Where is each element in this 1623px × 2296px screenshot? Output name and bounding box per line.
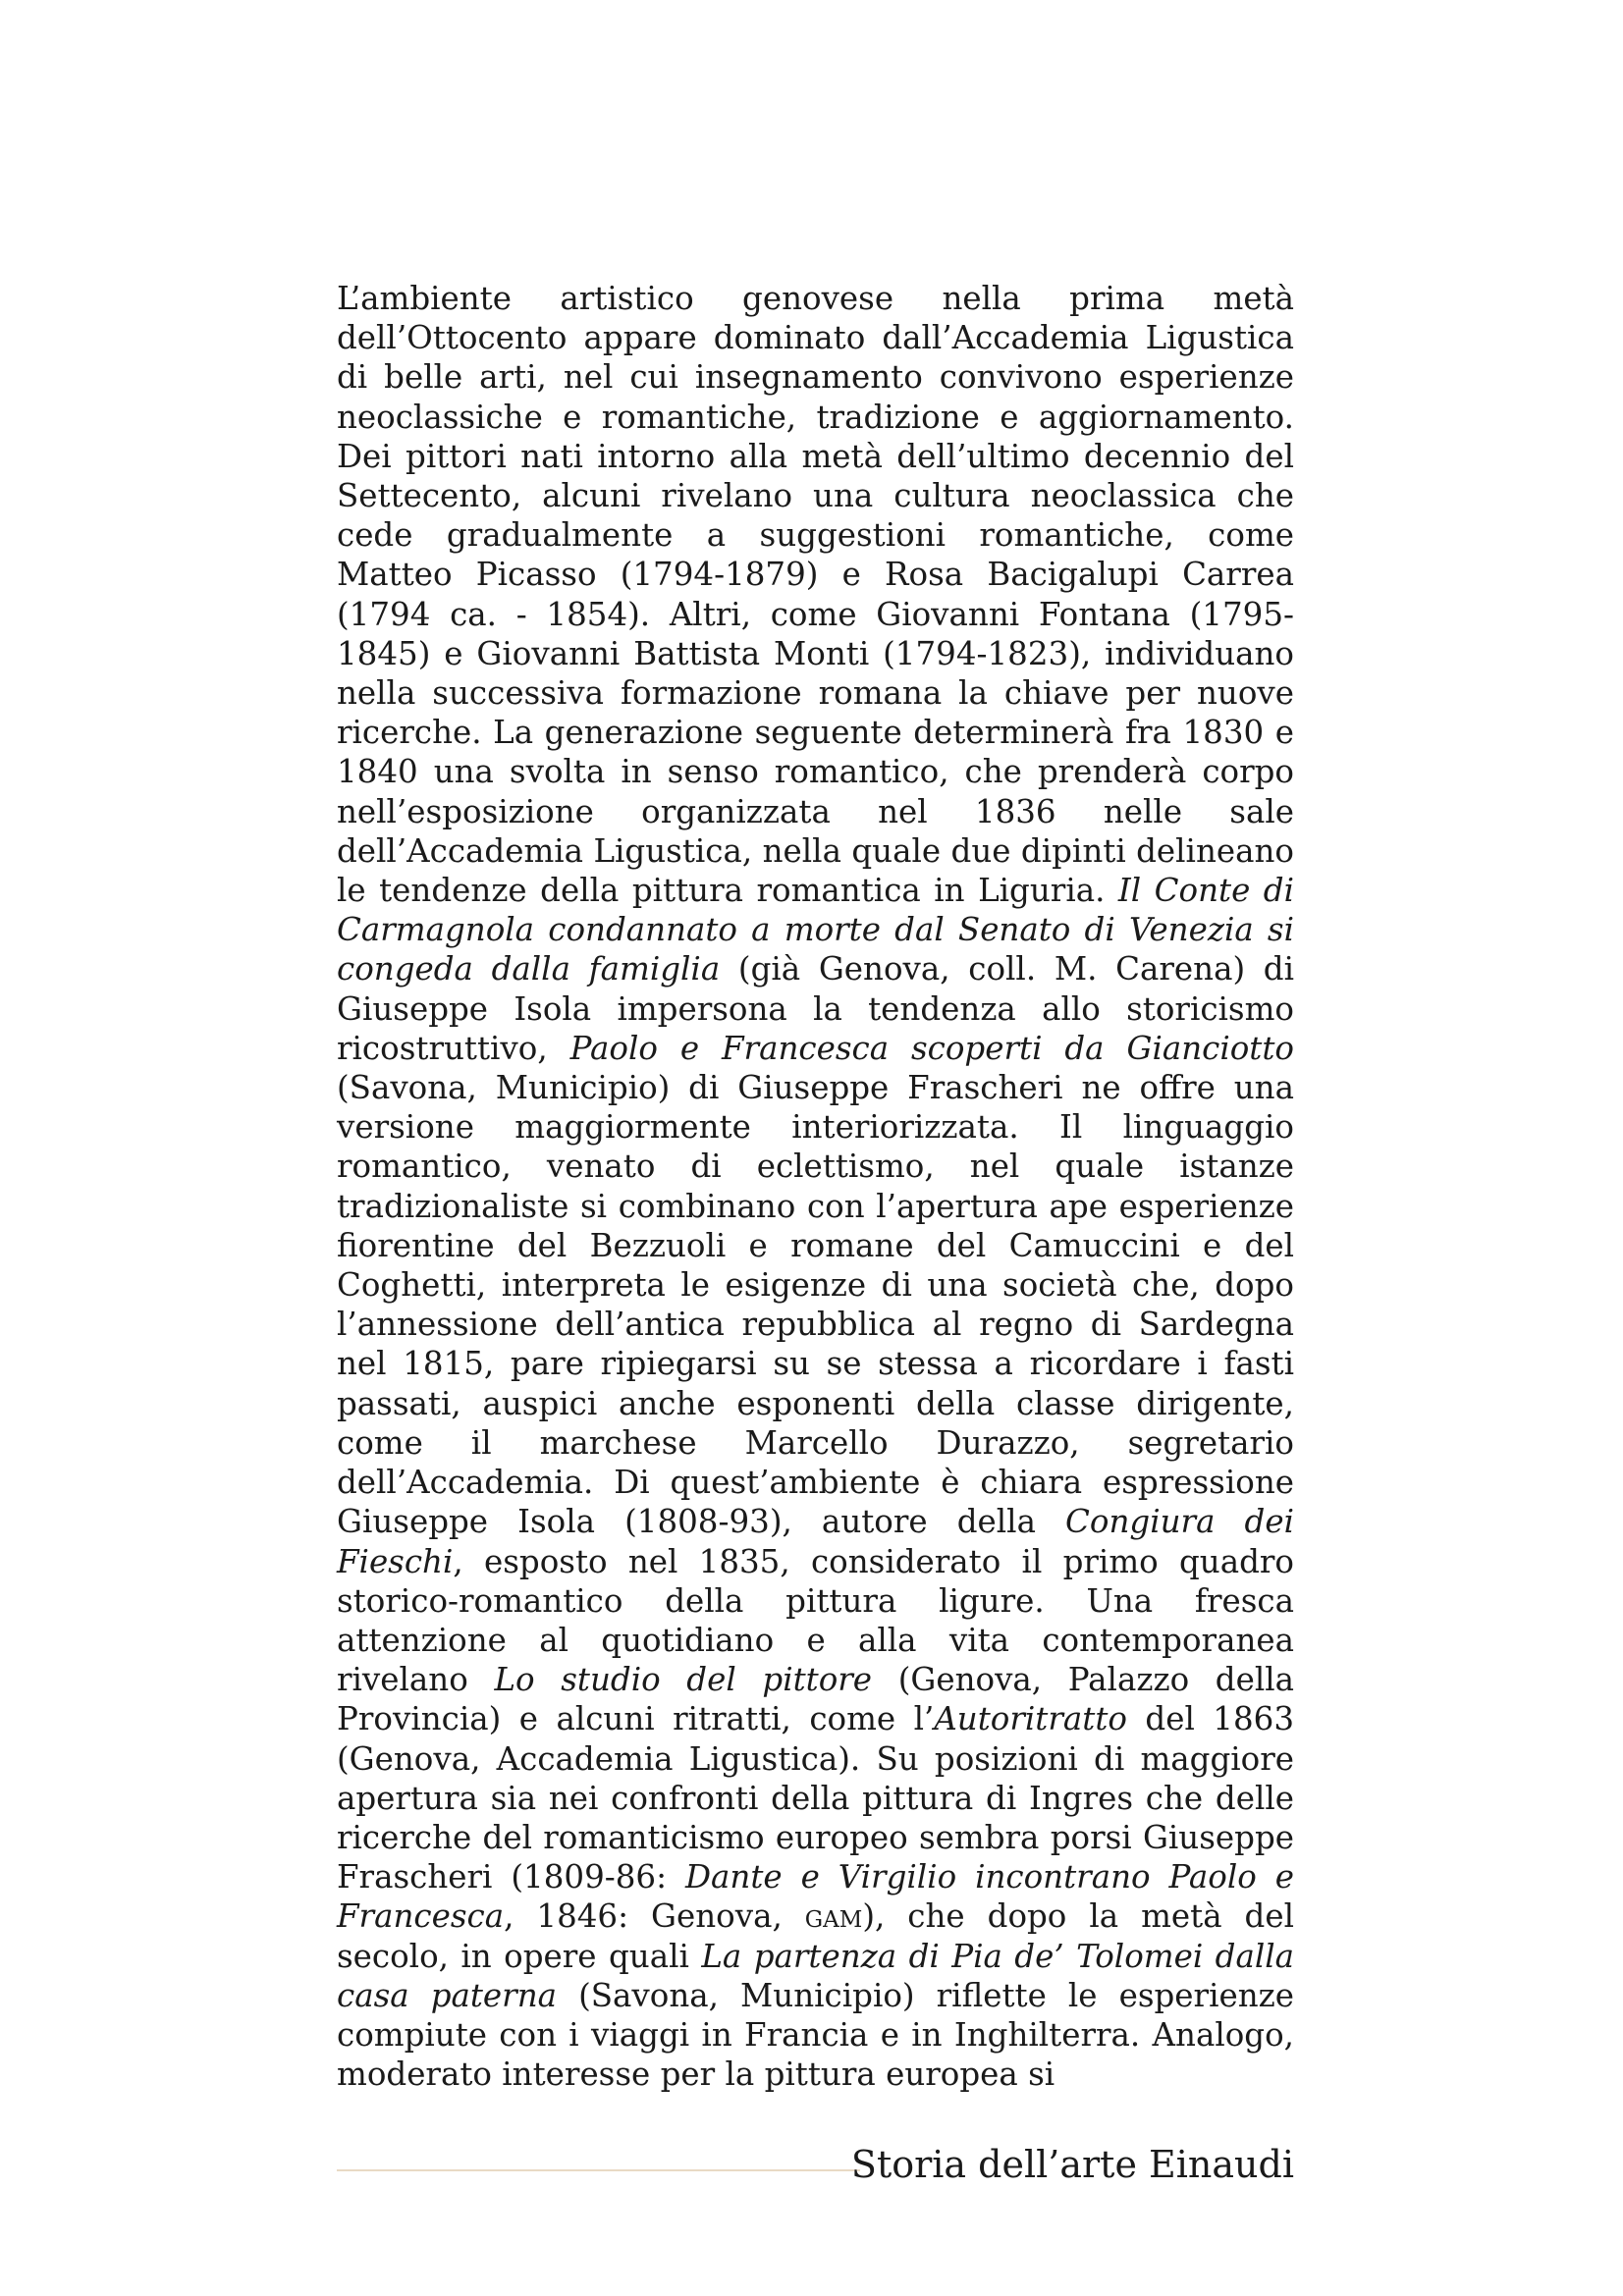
- artwork-title: Il Conte di Carmagnola condannato a morte dal Senato di Venezia si congeda dalla famiglia: [337, 872, 1294, 988]
- footer-publication-title: Storia dell’arte Einaudi: [850, 2143, 1294, 2186]
- body-paragraph: [337, 279, 1294, 2094]
- artwork-title: Lo studio del pittore: [494, 1661, 873, 1699]
- text-run: (Genova, Palazzo della Provincia) e alcuni ritratti, come l’: [337, 1661, 1294, 1738]
- text-run: del 1863 (Genova, Accademia Ligustica). Su posizioni di maggiore apertura sia nei confronti della pittura di Ingres che delle ricerche del romanticismo europeo sembra porsi Giuseppe Frascheri (1809-86:: [337, 1700, 1294, 1896]
- footer-divider: [337, 2169, 860, 2171]
- text-run: (già Genova, coll. M. Carena) di Giuseppe Isola impersona la tendenza allo storicismo ricostruttivo,: [337, 950, 1294, 1067]
- artwork-title: Dante e Virgilio incontrano Paolo e Francesca: [337, 1858, 1294, 1936]
- artwork-title: La partenza di Pia de’ Tolomei dalla casa paterna: [337, 1937, 1294, 2014]
- artwork-title: Paolo e Francesca scoperti da Gianciotto: [569, 1029, 1294, 1067]
- text-run: (Savona, Municipio) riflette le esperienze compiute con i viaggi in Francia e in Inghilterra. Analogo, moderato interesse per la pittura europea si: [337, 1976, 1294, 2094]
- text-run: L’ambiente artistico genovese nella prima metà dell’Ottocento appare dominato dall’Accademia Ligustica di belle arti, nel cui insegnamento convivono esperienze neoclassiche e romantiche, tradizione e aggiornamento. Dei pittori nati intorno alla metà dell’ultimo decennio del Settecento, alcuni rivelano una cultura neoclassica che cede gradualmente a suggestioni romantiche, come Matteo Picasso (1794-1879) e Rosa Bacigalupi Carrea (1794 ca. - 1854). Altri, come Giovanni Fontana (1795-1845) e Giovanni Battista Monti (1794-1823), individuano nella successiva formazione romana la chiave per nuove ricerche. La generazione seguente determinerà fra 1830 e 1840 una svolta in senso romantico, che prenderà corpo nell’esposizione organizzata nel 1836 nelle sale dell’Accademia Ligustica, nella quale due dipinti delineano le tendenze della pittura romantica in Liguria.: [337, 280, 1294, 910]
- text-run: , esposto nel 1835, considerato il primo quadro storico-romantico della pittura ligure. Una fresca attenzione al quotidiano e alla vita contemporanea rivelano: [337, 1542, 1294, 1699]
- abbreviation: gam: [804, 1897, 863, 1936]
- artwork-title: Congiura dei Fieschi: [337, 1503, 1294, 1580]
- text-run: , 1846: Genova,: [504, 1897, 805, 1936]
- artwork-title: Autoritratto: [934, 1700, 1127, 1738]
- text-run: (Savona, Municipio) di Giuseppe Frascheri ne offre una versione maggiormente interiorizzata. Il linguaggio romantico, venato di eclettismo, nel quale istanze tradizionaliste si combinano con l’apertura ape esperienze fiorentine del Bezzuoli e romane del Camuccini e del Coghetti, interpreta le esigenze di una società che, dopo l’annessione dell’antica repubblica al regno di Sardegna nel 1815, pare ripiegarsi su se stessa a ricordare i fasti passati, auspici anche esponenti della classe dirigente, come il marchese Marcello Durazzo, segretario dell’Accademia. Di quest’ambiente è chiara espressione Giuseppe Isola (1808-93), autore della: [337, 1069, 1294, 1541]
- text-run: ), che dopo la metà del secolo, in opere quali: [337, 1897, 1294, 1975]
